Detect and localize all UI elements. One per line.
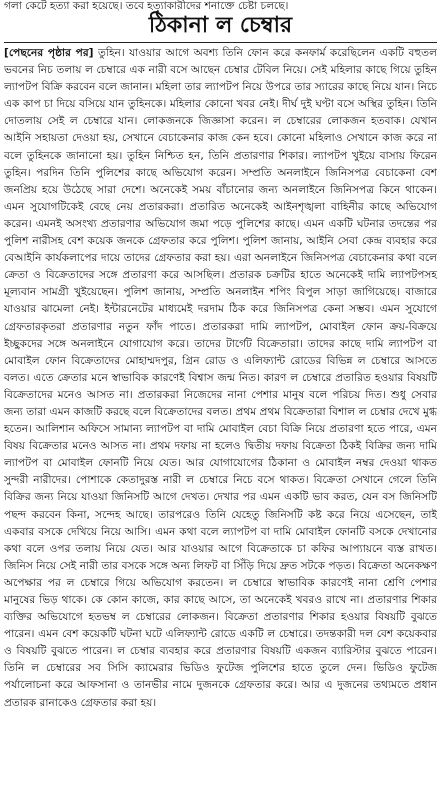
- continued-label: [পেছনের পৃষ্ঠার পর]: [4, 47, 94, 59]
- article-headline: ঠিকানা ল চেম্বার: [4, 12, 437, 43]
- article-body: [4, 45, 437, 801]
- paragraph-text: তুহিন। যাওয়ার আগে অবশ্য তিনি ফোন করে কনফার্ম করেছিলেন একটি বহুতল ভবনের নিচ তলায় ল চেম্বারে এক নারী বসে আছেন চেম্বার টেবিল নিয়ে। সেই মহিলার কাছে গিয়ে তুহিন ল্যাপটপ বিক্রি করবেন বলে জানান। মহিলা তার ল্যাপটপ নিয়ে উপরে তার স্যারের কাছে নিয়ে যান। নিচে এক কাপ চা দিয়ে বসিয়ে যান তুহিনকে। মহিলার কোনো খবর নেই। দীর্ঘ দুই ঘণ্টা বসে অস্থির তুহিন। তিনি দোতলায় সেই ল চেম্বারে যান। লোকজনকে জিজ্ঞাসা করেন। ল চেম্বারের লোকজন হতবাক। যেখান আইনি সহায়তা দেওয়া হয়, সেখানে বেচাকেনার কাজ কেন হবে। কোনো মহিলাও সেখানে কাজ করে না বলে তুহিনকে জানানো হয়। তুহিন নিশ্চিত হন, তিনি প্রতারণার শিকার। ল্যাপটপ খুইয়ে বাসায় ফিরেন তুহিন। পরদিন তিনি পুলিশের কাছে অভিযোগ করেন। সম্প্রতি অনলাইনে জিনিসপত্র বেচাকেনা বেশ জনপ্রিয় হয়ে উঠেছে সারা দেশে। অনেকেই সময় বাঁচানোর জন্য অনলাইনে জিনিসপত্র কিনে থাকেন। এমন সুযোগটিকেই বেছে নেয় প্রতারকরা। প্রতারিত অনেকেই আইনশৃঙ্খলা বাহিনীর কাছে অভিযোগ করেন। এমনই অসংখ্য প্রতারণার অভিযোগ জমা পড়ে পুলিশের কাছে। এমন একটি ঘটনার তদন্তের পর পুলিশ নারীসহ বেশ কয়েক জনকে গ্রেফতার করে পুলিশ। পুলিশ জানায়, আইনি সেবা কেন্দ্র ব্যবহার করে বেআইনি কার্যকলাপের দায়ে তাদের গ্রেফতার করা হয়। এরা অনলাইনে জিনিসপত্র বেচাকেনার কথা বলে ক্রেতা ও বিক্রেতাদের সঙ্গে প্রতারণা করে আসছিল। প্রতারক চক্রটির হাতে অনেকেই দামি ল্যাপটপসহ মূল্যবান সামগ্রী খুইয়েছেন। পুলিশ জানায়, সম্প্রতি অনলাইন শপিং বিপুল সাড়া জাগিয়েছে। বাজারে যাওয়ার ঝামেলা নেই। ইন্টারনেটের মাধ্যমেই দরদাম ঠিক করে জিনিসপত্র কেনা সম্ভব। এমন সুযোগে গ্রেফতারকৃতরা প্রতারণার নতুন ফাঁদ পাতে। প্রতারকরা দামি ল্যাপটপ, মোবাইল ফোন ক্রয়-বিক্রয়ে ইচ্ছুকদের সঙ্গে অনলাইনে যোগাযোগ করে। তাদের টার্গেট বিক্রেতারা। তাদের কাছে দামি ল্যাপটপ বা মোবাইল ফোন বিক্রেতাদের মোহাম্মদপুর, গ্রিন রোড ও এলিফ্যান্ট রোডের বিভিন্ন ল চেম্বারে আসতে বলত। এতে ক্রেতার মনে স্বাভাবিক কারণেই বিশ্বাস জন্ম নিত। কারণ ল চেম্বারে প্রতারিত হওয়ার বিষয়টি বিক্রেতাদের মনেও আসত না। প্রতারকরা নিজেদের নানা পেশার মানুষ বলে পরিচয় দিত। শুধু সেবার জন্য তারা এমন কাজটি করছে বলে বিক্রেতাদের বলত। প্রথম প্রথম বিক্রেতারা বিশাল ল চেম্বার দেখে মুগ্ধ হতেন। আলিশান অফিসে সামান্য ল্যাপটপ বা দামি মোবাইল বেচা বিক্রি নিয়ে প্রতারণা হতে পারে, এমন বিষয় বিক্রেতার মনেও আসত না। প্রথম দফায় না হলেও দ্বিতীয় দফায় বিক্রেতা ঠিকই বিক্রির জন্য দামি ল্যাপটপ বা মোবাইল ফোনটি নিয়ে যেত। আর যোগাযোগের ঠিকানা ও মোবাইল নম্বর দেওয়া থাকত সুন্দরী নারীদের। পোশাকে কেতাদুরস্ত নারী ল চেম্বারে নিচে বসে থাকত। বিক্রেতা সেখানে গেলে তিনি বিক্রির জন্য নিয়ে যাওয়া জিনিসটি আগে দেখত। দেখার পর এমন একটি ভাব করত, যেন বস জিনিসটি পছন্দ করবেন কিনা, সন্দেহ আছে। তারপরেও তিনি যেহেতু জিনিসটি কষ্ট করে নিয়ে এসেছেন, তাই একবার বসকে দেখিয়ে নিয়ে আসি। এমন কথা বলে ল্যাপটপ বা দামি মোবাইল ফোনটি বসকে দেখানোর কথা বলে ওপর তলায় নিয়ে যেত। আর যাওয়ার আগে বিক্রেতাকে চা কফির আপ্যায়নে ব্যস্ত রাখত। জিনিস নিয়ে সেই নারী তার বসকে সঙ্গে অন্য লিফট বা সিঁড়ি দিয়ে দ্রুত সটকে পড়ত। বিক্রেতা অনেকক্ষণ অপেক্ষার পর ল চেম্বারে গিয়ে অভিযোগ করতেন। ল চেম্বারে স্বাভাবিক কারণেই নানা শ্রেণি পেশার মানুষের ভিড় থাকে। কে কোন কাজে, কার কাছে আসে, তা অনেকেই খবরও রাখে না। প্রতারণার শিকার ব্যক্তির অভিযোগে হতভম্ব ল চেম্বারের লোকজন। বিক্রেতা প্রতারণার শিকার হওয়ার বিষয়টি বুঝতে পারেন। এমন বেশ কয়েকটি ঘটনা ঘটে এলিফ্যান্ট রোডে একটি ল চেম্বারে। তদন্তকারী দল বেশ কয়েকবার ও বিষয়টি বুঝতে পারেন। ল চেম্বার ব্যবহার করে প্রতারণার বিষয়টি একজন ব্যারিস্টার বুঝতে পারেন। তিনি ল চেম্বারের সব সিসি ক্যামেরার ভিডিও ফুটেজ পুলিশের হাতে তুলে দেন। ভিডিও ফুটেজ পর্যালোচনা করে আফসানা ও তানভীর নামে দুজনকে গ্রেফতার করে। আর এ দুজনের তথ্যমতে প্রধান প্রতারক রানাকেও গ্রেফতার করা হয়।: [4, 47, 437, 709]
- previous-article-tail: গলা কেটে হত্যা করা হয়েছে। তবে হত্যাকারীদের শনাক্তে চেষ্টা চলছে।: [4, 0, 289, 12]
- article-paragraph: [4, 45, 437, 712]
